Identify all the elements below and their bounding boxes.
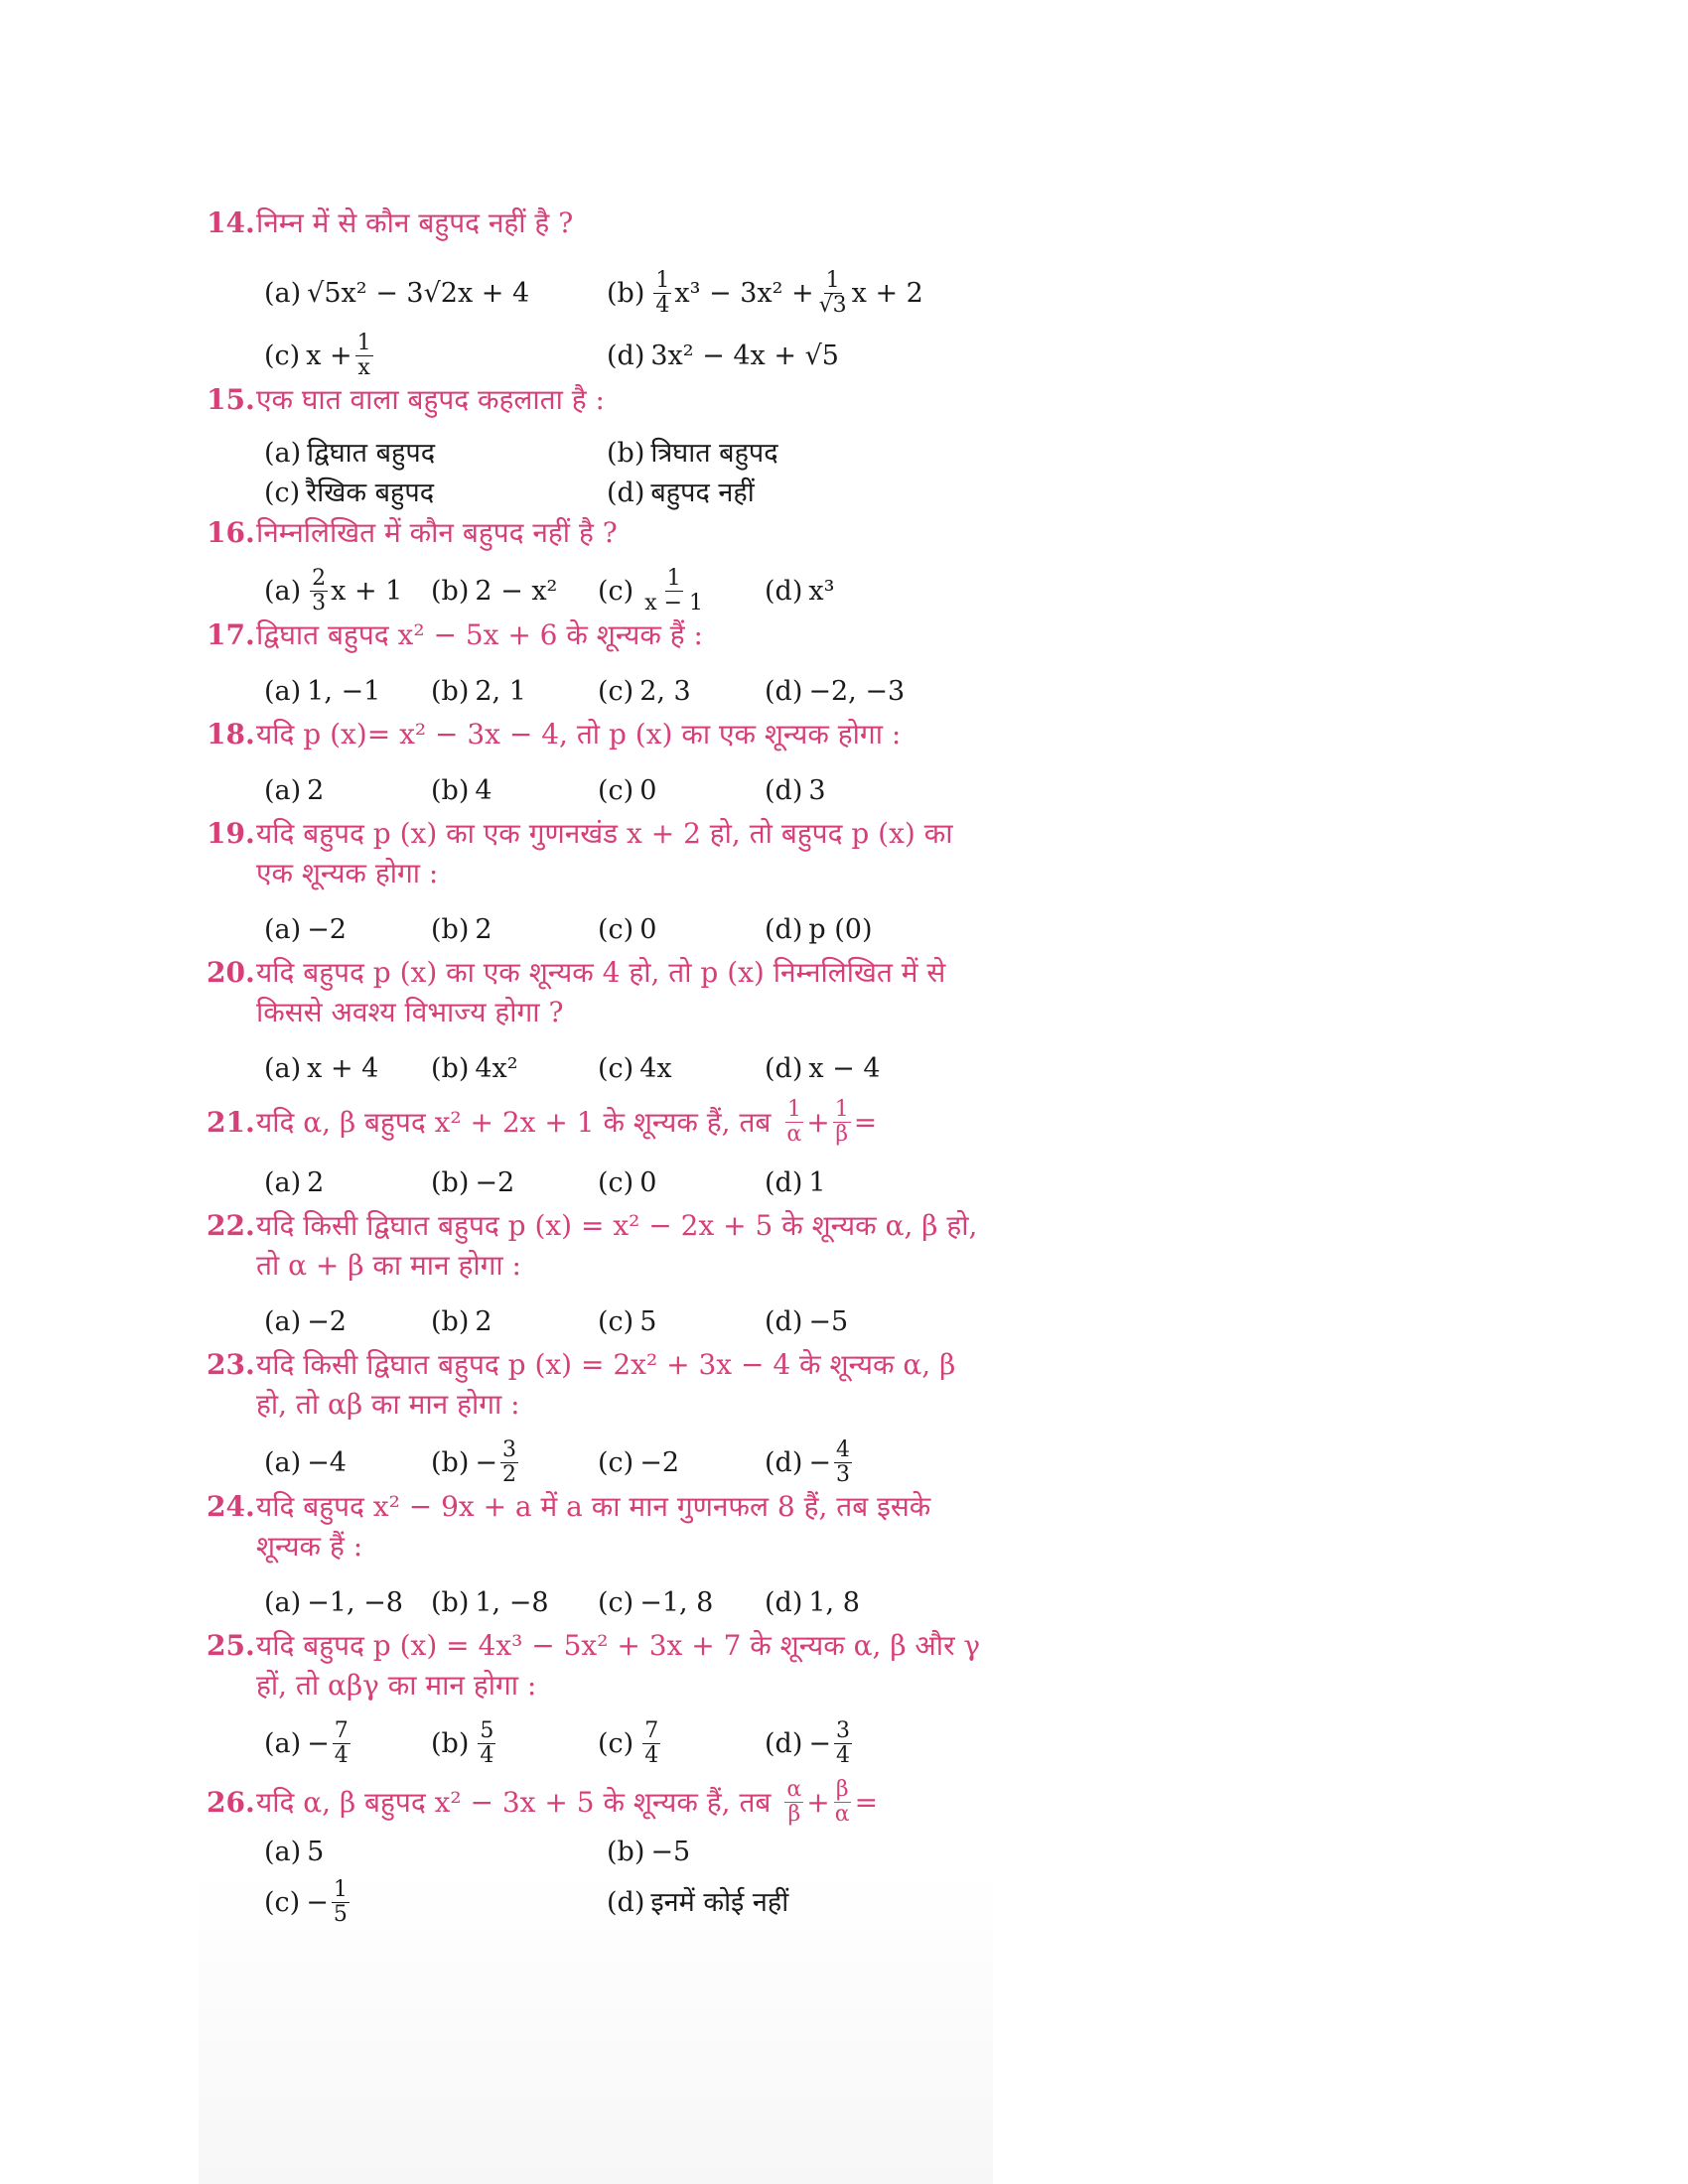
option-c: (c) 5 [598, 1306, 657, 1337]
option-c: (c) 0 [598, 775, 657, 806]
question-text: निम्नलिखित में कौन बहुपद नहीं है ? [256, 516, 618, 549]
question-15 [207, 380, 991, 513]
question-24 [207, 1487, 991, 1626]
option-d: (d) x − 4 [765, 1053, 881, 1084]
option-b: (b) $\frac{1}{4}$ x³ − 3x² + $\frac{1}{√3}$ x + 2 [607, 268, 923, 318]
option-a: (a) −4 [264, 1446, 347, 1478]
question-text: यदि किसी द्विघात बहुपद p (x) = 2x² + 3x − 4 के शून्यक α, β हो, तो αβ का मान होगा : [256, 1348, 956, 1421]
option-c: (c) −2 [598, 1446, 680, 1478]
question-number: 19. [207, 817, 255, 850]
question-text: एक घात वाला बहुपद कहलाता है : [256, 383, 605, 416]
question-number: 22. [207, 1209, 255, 1242]
option-b: (b) − $\frac{3}{2}$ [431, 1437, 516, 1487]
option-c: (c) रैखिक बहुपद [264, 478, 435, 508]
question-text: निम्न में से कौन बहुपद नहीं है ? [256, 206, 574, 239]
option-a: (a) −1, −8 [264, 1587, 403, 1618]
question-number: 17. [207, 618, 255, 651]
option-b: (b) 2 − x² [431, 575, 558, 607]
question-number: 25. [207, 1629, 255, 1662]
question-number: 26. [207, 1785, 255, 1819]
option-d: (d) −2, −3 [765, 676, 906, 707]
question-text: यदि बहुपद p (x) का एक गुणनखंड x + 2 हो, तो बहुपद p (x) का एक शून्यक होगा : [256, 817, 953, 889]
option-b: (b) त्रिघात बहुपद [607, 438, 778, 469]
question-text: यदि α, β बहुपद x² + 2x + 1 के शून्यक हैं, तब [256, 1105, 772, 1139]
question-text: द्विघात बहुपद x² − 5x + 6 के शून्यक हैं : [256, 618, 703, 651]
question-text: यदि p (x)= x² − 3x − 4, तो p (x) का एक शून्यक होगा : [256, 718, 902, 751]
option-a: (a) $\frac{2}{3}$ x + 1 [264, 566, 403, 615]
question-number: 16. [207, 516, 255, 549]
option-d: (d) p (0) [765, 914, 873, 945]
question-18 [207, 715, 991, 814]
option-c: (c) −1, 8 [598, 1587, 714, 1618]
option-a: (a) 2 [264, 1167, 325, 1198]
option-c: (c) − $\frac{1}{5}$ [264, 1877, 348, 1927]
option-c: (c) 4x [598, 1053, 672, 1084]
option-b: (b) 4x² [431, 1053, 518, 1084]
option-a: (a) −2 [264, 914, 347, 945]
question-26: 26. यदि α, β बहुपद x² − 3x + 5 के शून्यक हैं, तब $\frac{\alpha}{\beta}$ + $\frac{\beta}{\alpha}$ = (a) 5 (b) −5 (c) − $\frac{1}{5}$ (d) इनमें कोई नहीं [207, 1778, 991, 1927]
question-text: यदि बहुपद p (x) = 4x³ − 5x² + 3x + 7 के शून्यक α, β और γ हों, तो αβγ का मान होगा : [256, 1629, 981, 1702]
option-a: (a) द्विघात बहुपद [264, 438, 436, 469]
option-c: (c) x + $\frac{1}{x}$ [264, 331, 371, 380]
question-number: 24. [207, 1490, 255, 1523]
question-number: 20. [207, 956, 255, 989]
option-a: (a) √5x² − 3√2x + 4 [264, 277, 530, 309]
option-b: (b) −5 [607, 1837, 691, 1867]
option-d: (d) − $\frac{4}{3}$ [765, 1437, 850, 1487]
option-d: (d) 3x² − 4x + √5 [607, 340, 839, 371]
option-a: (a) 2 [264, 775, 325, 806]
option-b: (b) 1, −8 [431, 1587, 549, 1618]
question-16 [207, 513, 991, 615]
question-17 [207, 615, 991, 715]
option-d: (d) 1, 8 [765, 1587, 860, 1618]
question-number: 23. [207, 1348, 255, 1381]
question-20 [207, 953, 991, 1092]
option-b: (b) 2 [431, 1306, 492, 1337]
option-d: (d) इनमें कोई नहीं [607, 1886, 789, 1918]
question-21: 21. यदि α, β बहुपद x² + 2x + 1 के शून्यक हैं, तब $\frac{1}{\alpha}$ + $\frac{1}{\beta}$ = (a) 2 (b) −2 (c) 0 (d) 1 [207, 1098, 991, 1206]
question-number: 14. [207, 206, 255, 239]
question-text: यदि किसी द्विघात बहुपद p (x) = x² − 2x + 5 के शून्यक α, β हो, तो α + β का मान होगा : [256, 1209, 978, 1282]
question-19 [207, 814, 991, 953]
option-d: (d) − $\frac{3}{4}$ [765, 1718, 850, 1768]
option-b: (b) 2, 1 [431, 676, 526, 707]
option-a: (a) 5 [264, 1837, 325, 1867]
question-23 [207, 1345, 991, 1487]
question-number: 15. [207, 383, 255, 416]
option-c: (c) $\frac{7}{4}$ [598, 1718, 659, 1768]
option-d: (d) x³ [765, 575, 835, 607]
question-number: 21. [207, 1105, 255, 1139]
option-c: (c) 2, 3 [598, 676, 691, 707]
option-b: (b) −2 [431, 1167, 515, 1198]
option-c: (c) $\frac{1}{x - 1}$ [598, 566, 704, 615]
question-number: 18. [207, 718, 255, 751]
option-b: (b) 2 [431, 914, 492, 945]
option-a: (a) − $\frac{7}{4}$ [264, 1718, 349, 1768]
option-b: (b) $\frac{5}{4}$ [431, 1718, 494, 1768]
question-text: यदि बहुपद x² − 9x + a में a का मान गुणनफल 8 हैं, तब इसके शून्यक हैं : [256, 1490, 931, 1563]
option-c: (c) 0 [598, 1167, 657, 1198]
question-22 [207, 1206, 991, 1345]
question-text: यदि बहुपद p (x) का एक शून्यक 4 हो, तो p (x) निम्नलिखित में से किससे अवश्य विभाज्य होगा ? [256, 956, 946, 1028]
question-text: यदि α, β बहुपद x² − 3x + 5 के शून्यक हैं, तब [256, 1785, 772, 1819]
option-d: (d) बहुपद नहीं [607, 478, 755, 508]
question-25 [207, 1626, 991, 1768]
option-d: (d) −5 [765, 1306, 849, 1337]
option-a: (a) −2 [264, 1306, 347, 1337]
option-c: (c) 0 [598, 914, 657, 945]
option-d: (d) 1 [765, 1167, 826, 1198]
question-14 [207, 204, 991, 380]
option-b: (b) 4 [431, 775, 492, 806]
option-d: (d) 3 [765, 775, 826, 806]
option-a: (a) x + 4 [264, 1053, 379, 1084]
option-a: (a) 1, −1 [264, 676, 381, 707]
question-column [207, 204, 991, 1927]
